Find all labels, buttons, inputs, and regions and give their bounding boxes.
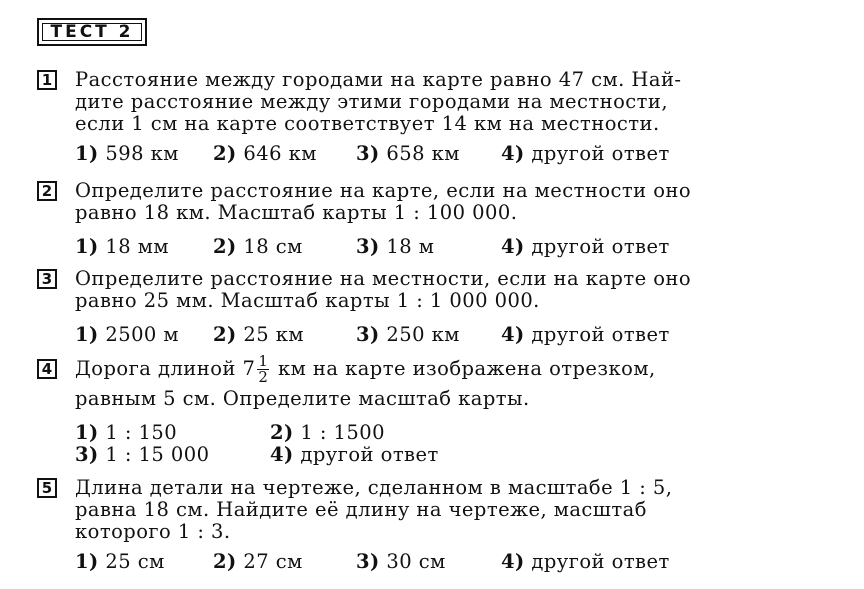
problem-line: Определите расстояние на карте, если на местности оно — [75, 179, 692, 202]
answer-option[interactable]: 4) другой ответ — [501, 323, 670, 346]
problem-number: 3 — [37, 269, 57, 289]
answer-option[interactable]: 2) 27 см — [213, 550, 303, 573]
answer-option[interactable]: 1) 25 см — [75, 550, 165, 573]
fraction: $\frac{1}{2}$ — [258, 352, 269, 386]
answer-option[interactable]: 4) другой ответ — [501, 235, 670, 258]
problem-text — [75, 477, 737, 543]
answer-option[interactable]: 3) 1 : 15 000 — [75, 443, 210, 466]
answer-option[interactable]: 2) 18 см — [213, 235, 303, 258]
problem-line: равно 18 км. Масштаб карты 1 : 100 000. — [75, 201, 518, 224]
answer-options — [75, 551, 737, 573]
answer-option[interactable]: 1) 1 : 150 — [75, 421, 178, 444]
answer-option[interactable]: 4) другой ответ — [270, 443, 439, 466]
answer-option[interactable]: 2) 646 км — [213, 142, 317, 165]
answer-option[interactable]: 3) 18 м — [356, 235, 435, 258]
answer-option[interactable]: 3) 658 км — [356, 142, 460, 165]
problem-number: 2 — [37, 181, 57, 201]
problem-5 — [37, 477, 737, 573]
answer-option[interactable]: 4) другой ответ — [501, 142, 670, 165]
answer-option[interactable]: 3) 30 см — [356, 550, 446, 573]
answer-option[interactable]: 2) 25 км — [213, 323, 304, 346]
problem-text — [75, 69, 737, 135]
answer-option[interactable]: 2) 1 : 1500 — [270, 421, 385, 444]
problem-line: Определите расстояние на местности, если на карте оно — [75, 267, 692, 290]
problem-text — [75, 268, 737, 312]
problem-line: которого 1 : 3. — [75, 520, 231, 543]
problem-line: если 1 см на карте соответствует 14 км на местности. — [75, 112, 660, 135]
answer-option[interactable]: 3) 250 км — [356, 323, 460, 346]
problem-3 — [37, 268, 737, 346]
answer-option[interactable]: 1) 2500 м — [75, 323, 180, 346]
answer-options — [75, 324, 737, 346]
problem-text — [75, 352, 737, 410]
problem-line: дите расстояние между этими городами на местности, — [75, 90, 668, 113]
answer-option[interactable]: 1) 598 км — [75, 142, 179, 165]
answer-options — [75, 236, 737, 258]
problem-line: Длина детали на чертеже, сделанном в масштабе 1 : 5, — [75, 476, 673, 499]
problem-line: равно 25 мм. Масштаб карты 1 : 1 000 000. — [75, 289, 540, 312]
problem-2 — [37, 180, 737, 258]
answer-option[interactable]: 1) 18 мм — [75, 235, 169, 258]
problem-line: Расстояние между городами на карте равно 47 см. Най- — [75, 68, 682, 91]
answer-options — [75, 422, 737, 466]
problem-1 — [37, 69, 737, 165]
test-title: ТЕСТ 2 — [50, 22, 134, 42]
problem-number: 1 — [37, 70, 57, 90]
problem-4 — [37, 352, 737, 466]
answer-options — [75, 143, 737, 165]
test-title-box — [37, 18, 147, 46]
problem-line: равным 5 см. Определите масштаб карты. — [75, 387, 530, 410]
answer-row — [75, 444, 737, 466]
problem-number: 4 — [37, 359, 57, 379]
problem-line: равна 18 см. Найдите её длину на чертеже, масштаб — [75, 498, 647, 521]
problem-text — [75, 180, 737, 224]
answer-option[interactable]: 4) другой ответ — [501, 550, 670, 573]
problem-number: 5 — [37, 478, 57, 498]
problem-line: Дорога длиной 7 $\frac{1}{2}$ км на карте изображена отрезком, — [75, 352, 656, 386]
answer-row — [75, 422, 737, 444]
